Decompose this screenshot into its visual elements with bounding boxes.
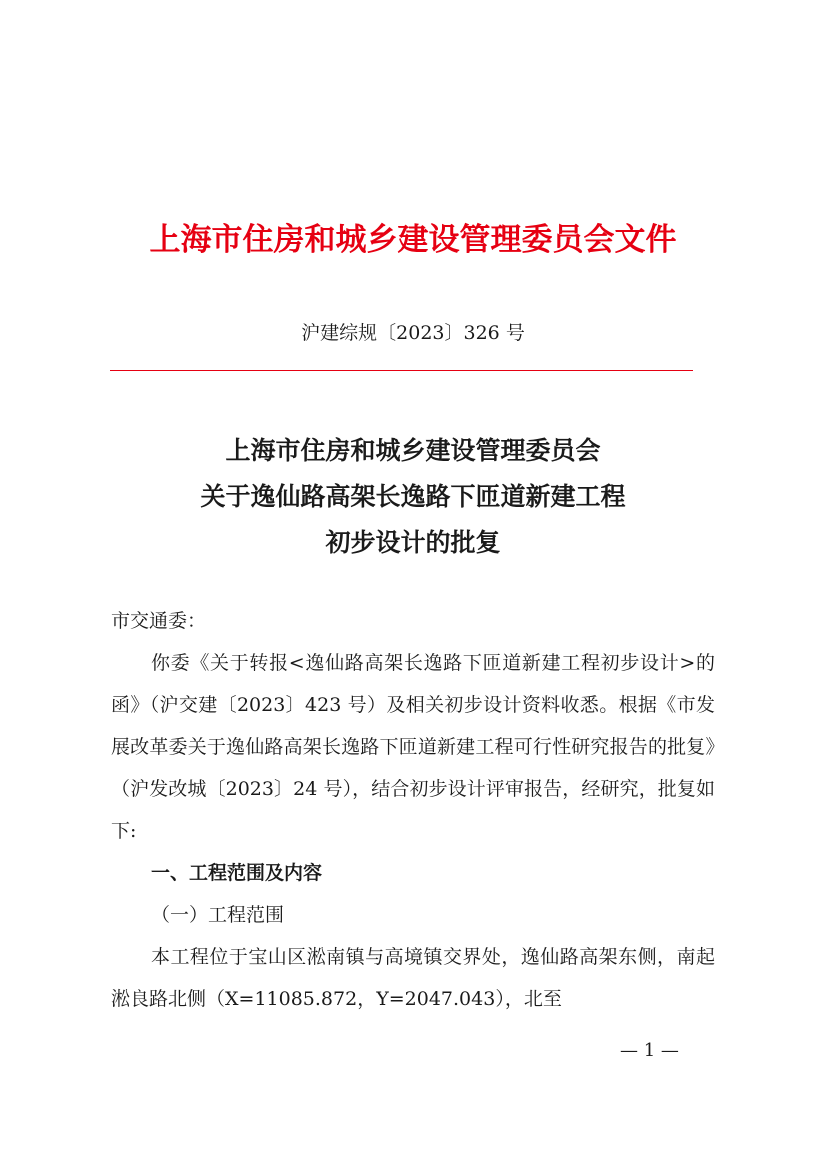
document-number: 沪建综规〔2023〕326 号 <box>301 322 525 344</box>
title-line-1: 上海市住房和城乡建设管理委员会 <box>225 436 601 465</box>
section-heading-1: 一、工程范围及内容 <box>151 862 323 884</box>
issuer-header-title: 上海市住房和城乡建设管理委员会文件 <box>149 222 677 258</box>
document-body <box>111 600 715 1020</box>
recipient-line: 市交通委： <box>111 610 207 632</box>
body-paragraph-2: 本工程位于宝山区淞南镇与高境镇交界处，逸仙路高架东侧，南起淞良路北侧（X=11085.872，Y=2047.043），北至 <box>111 946 715 1010</box>
body-paragraph-1: 你委《关于转报<逸仙路高架长逸路下匝道新建工程初步设计>的函》（沪交建〔2023〕423 号）及相关初步设计资料收悉。根据《市发展改革委关于逸仙路高架长逸路下匝道新建工程可行性研究报告的批复》（沪发改城〔2023〕24 号），结合初步设计评审报告，经研究，批复如下: <box>111 652 715 842</box>
title-line-3: 初步设计的批复 <box>325 528 501 557</box>
red-separator-line <box>110 370 693 371</box>
page-number: — 1 — <box>620 1040 679 1061</box>
title-line-2: 关于逸仙路高架长逸路下匝道新建工程 <box>200 482 626 511</box>
subsection-heading-1: （一）工程范围 <box>151 904 285 926</box>
document-title <box>0 428 826 566</box>
